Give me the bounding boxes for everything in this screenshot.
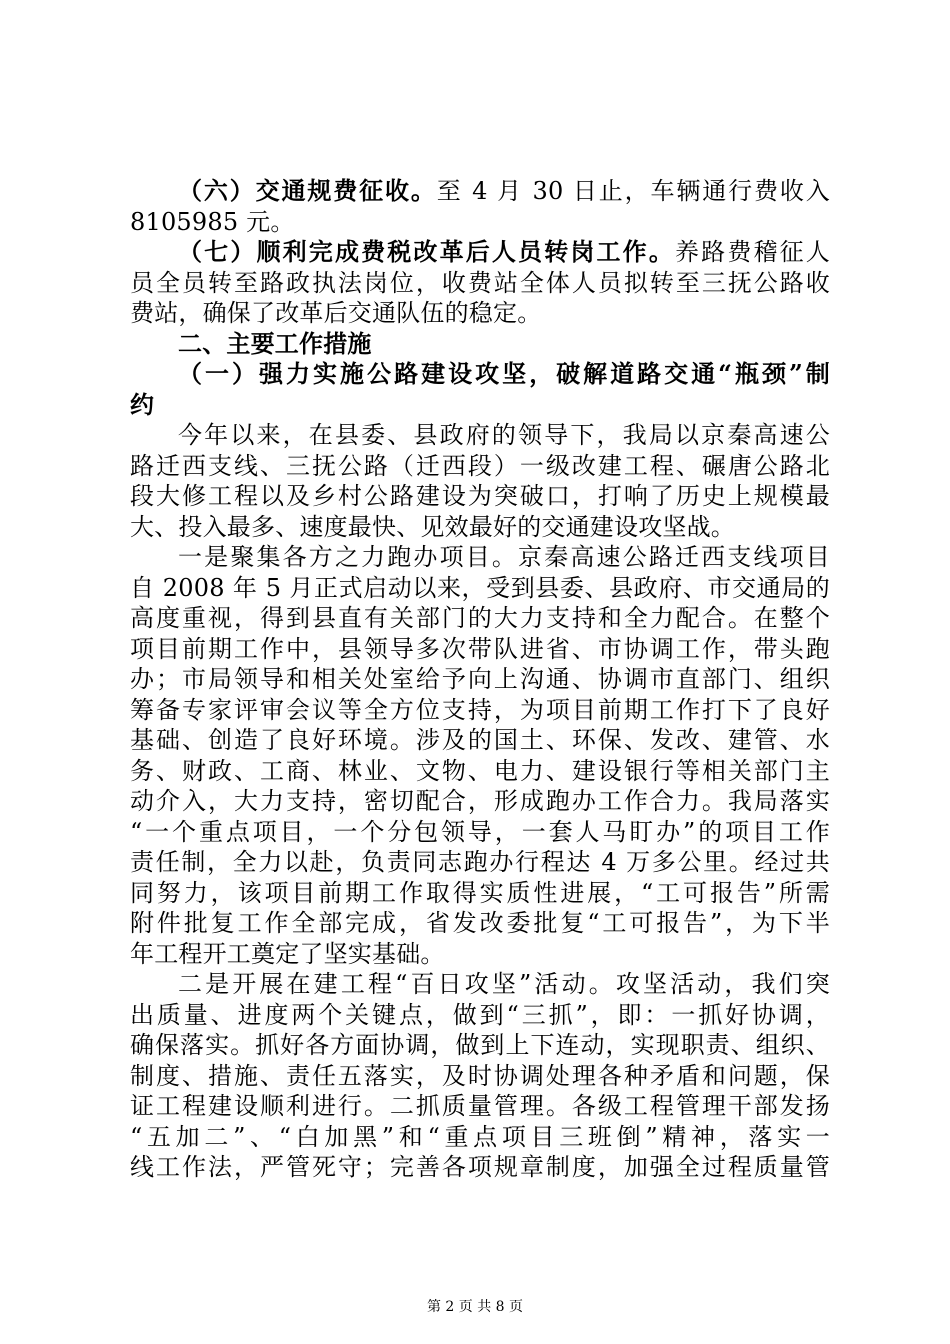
- body-text: 线工作法，严管死守；完善各项规章制度，加强全过程质量管: [130, 1153, 830, 1181]
- text-line: [130, 847, 830, 878]
- text-line: [130, 1122, 830, 1153]
- text-line: [130, 939, 830, 970]
- text-line: [130, 512, 830, 543]
- text-line: [130, 1061, 830, 1092]
- text-line: [130, 298, 830, 329]
- text-line: [130, 451, 830, 482]
- body-text: 段大修工程以及乡村公路建设为突破口，打响了历史上规模最: [130, 482, 830, 510]
- body-text: 同努力，该项目前期工作取得实质性进展，“工可报告”所需: [130, 878, 830, 907]
- heading-text: 二、主要工作措施: [178, 328, 372, 358]
- page-footer: 第 2 页 共 8 页: [426, 1299, 524, 1315]
- text-line: [130, 542, 830, 573]
- text-line: [130, 420, 830, 451]
- text-line: [130, 268, 830, 299]
- body-text: 8105985 元。: [130, 207, 295, 236]
- body-text: 至 4 月 30 日止，车辆通行费收入: [436, 177, 830, 205]
- body-text: 责任制，全力以赴，负责同志跑办行程达 4 万多公里。经过共: [130, 848, 830, 876]
- text-line: [130, 878, 830, 909]
- body-text: 出质量、进度两个关键点，做到“三抓”，即：一抓好协调，: [130, 1000, 830, 1029]
- text-line: [130, 908, 830, 939]
- body-text: 证工程建设顺利进行。二抓质量管理。各级工程管理干部发扬: [130, 1092, 830, 1120]
- body-text: 年工程开工奠定了坚实基础。: [130, 939, 445, 968]
- body-text: 一是聚集各方之力跑办项目。京秦高速公路迁西支线项目: [178, 543, 830, 571]
- text-line: [130, 1000, 830, 1031]
- text-line: [130, 786, 830, 817]
- text-line: [130, 390, 830, 421]
- body-text: 动介入，大力支持，密切配合，形成跑办工作合力。我局落实: [130, 787, 830, 815]
- body-text: 费站，确保了改革后交通队伍的稳定。: [130, 299, 542, 327]
- text-line: [130, 237, 830, 268]
- text-line: [130, 756, 830, 787]
- text-line: [130, 359, 830, 390]
- body-text: 今年以来，在县委、县政府的领导下，我局以京秦高速公: [178, 421, 830, 449]
- body-text: 基础、创造了良好环境。涉及的国土、环保、发改、建管、水: [130, 726, 830, 754]
- body-text: 高度重视，得到县直有关部门的大力支持和全力配合。在整个: [130, 604, 830, 632]
- text-line: [130, 603, 830, 634]
- text-line: [130, 176, 830, 207]
- text-line: [130, 695, 830, 726]
- body-text: 项目前期工作中，县领导多次带队进省、市协调工作，带头跑: [130, 634, 830, 663]
- text-line: [130, 969, 830, 1000]
- document-body: [130, 176, 830, 1183]
- body-text: 制度、措施、责任五落实，及时协调处理各种矛盾和问题，保: [130, 1061, 830, 1090]
- body-text: 务、财政、工商、林业、文物、电力、建设银行等相关部门主: [130, 756, 830, 785]
- text-line: [130, 725, 830, 756]
- text-line: [130, 481, 830, 512]
- heading-text: （七）顺利完成费税改革后人员转岗工作。: [178, 237, 675, 266]
- body-text: 自 2008 年 5 月正式启动以来，受到县委、县政府、市交通局的: [130, 573, 830, 602]
- body-text: 办；市局领导和相关处室给予向上沟通、协调市直部门、组织: [130, 665, 830, 693]
- heading-text: 约: [130, 389, 155, 419]
- heading-text: （六）交通规费征收。: [178, 176, 437, 205]
- text-line: [130, 664, 830, 695]
- body-text: 确保落实。抓好各方面协调，做到上下连动，实现职责、组织、: [130, 1031, 830, 1059]
- text-line: [130, 1030, 830, 1061]
- text-line: [130, 1152, 830, 1183]
- body-text: “五加二”、“白加黑”和“重点项目三班倒”精神，落实一: [130, 1122, 830, 1151]
- body-text: 养路费稽征人: [675, 238, 830, 266]
- text-line: [130, 1091, 830, 1122]
- body-text: “一个重点项目，一个分包领导，一套人马盯办”的项目工作: [130, 817, 830, 846]
- body-text: 大、投入最多、速度最快、见效最好的交通建设攻坚战。: [130, 512, 735, 541]
- text-line: [130, 634, 830, 665]
- text-line: [130, 207, 830, 238]
- body-text: 附件批复工作全部完成，省发改委批复“工可报告”，为下半: [130, 909, 830, 937]
- heading-text: （一）强力实施公路建设攻坚，破解道路交通“瓶颈”制: [178, 359, 830, 388]
- body-text: 筹备专家评审会议等全方位支持，为项目前期工作打下了良好: [130, 695, 830, 724]
- body-text: 员全员转至路政执法岗位，收费站全体人员拟转至三抚公路收: [130, 268, 830, 297]
- text-line: [130, 573, 830, 604]
- text-line: [130, 329, 830, 360]
- body-text: 二是开展在建工程“百日攻坚”活动。攻坚活动，我们突: [178, 970, 830, 998]
- body-text: 路迁西支线、三抚公路（迁西段）一级改建工程、碾唐公路北: [130, 451, 830, 480]
- text-line: [130, 817, 830, 848]
